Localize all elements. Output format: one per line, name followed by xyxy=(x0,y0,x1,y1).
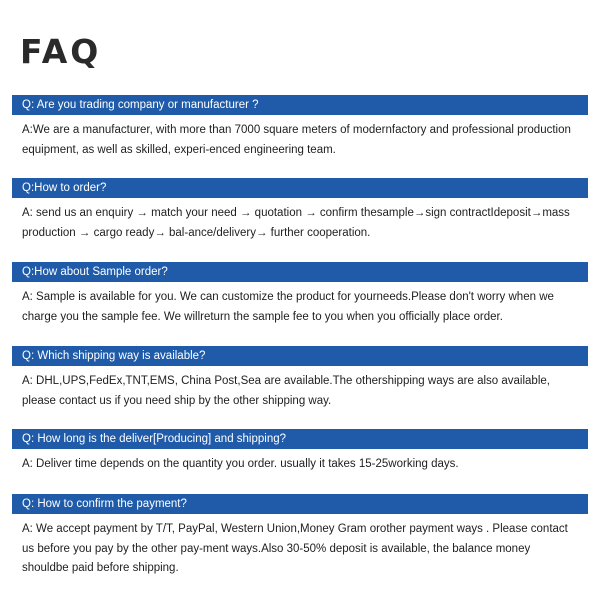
faq-item xyxy=(12,346,588,411)
faq-answer: A:We are a manufacturer, with more than 7000 square meters of modernfactory and professional production equipment, as well as skilled, experi-enced engineering team. xyxy=(22,124,571,156)
faq-answer: A: send us an enquiry → match your need → quotation → confirm thesample→sign contractIdeposit→mass production → cargo ready→ bal-ance/delivery→ further cooperation. xyxy=(22,207,570,239)
faq-question: Q:How about Sample order? xyxy=(12,262,588,282)
page-title: FAQ xyxy=(20,32,102,71)
faq-item xyxy=(12,262,588,327)
faq-question: Q: How long is the deliver[Producing] and shipping? xyxy=(12,429,588,449)
faq-item xyxy=(12,178,588,243)
faq-answer: A: Sample is available for you. We can customize the product for yourneeds.Please don't worry when we charge you the sample fee. We willreturn the sample fee to you when you officially place order. xyxy=(22,291,554,323)
faq-answer: A: Deliver time depends on the quantity you order. usually it takes 15-25working days. xyxy=(22,458,459,470)
faq-question: Q:How to order? xyxy=(12,178,588,198)
faq-question: Q: Which shipping way is available? xyxy=(12,346,588,366)
faq-question: Q: How to confirm the payment? xyxy=(12,494,588,514)
faq-item xyxy=(12,95,588,160)
faq-item xyxy=(12,429,588,475)
faq-answer: A: DHL,UPS,FedEx,TNT,EMS, China Post,Sea are available.The othershipping ways are also available, please contact us if you need ship by the other shipping way. xyxy=(22,375,550,407)
faq-question: Q: Are you trading company or manufacturer ? xyxy=(12,95,588,115)
faq-answer: A: We accept payment by T/T, PayPal, Western Union,Money Gram orother payment ways . Please contact us before you pay by the other pay-ment ways.Also 30-50% deposit is available, the balance money shouldbe paid before shipping. xyxy=(22,523,568,574)
faq-item xyxy=(12,494,588,579)
